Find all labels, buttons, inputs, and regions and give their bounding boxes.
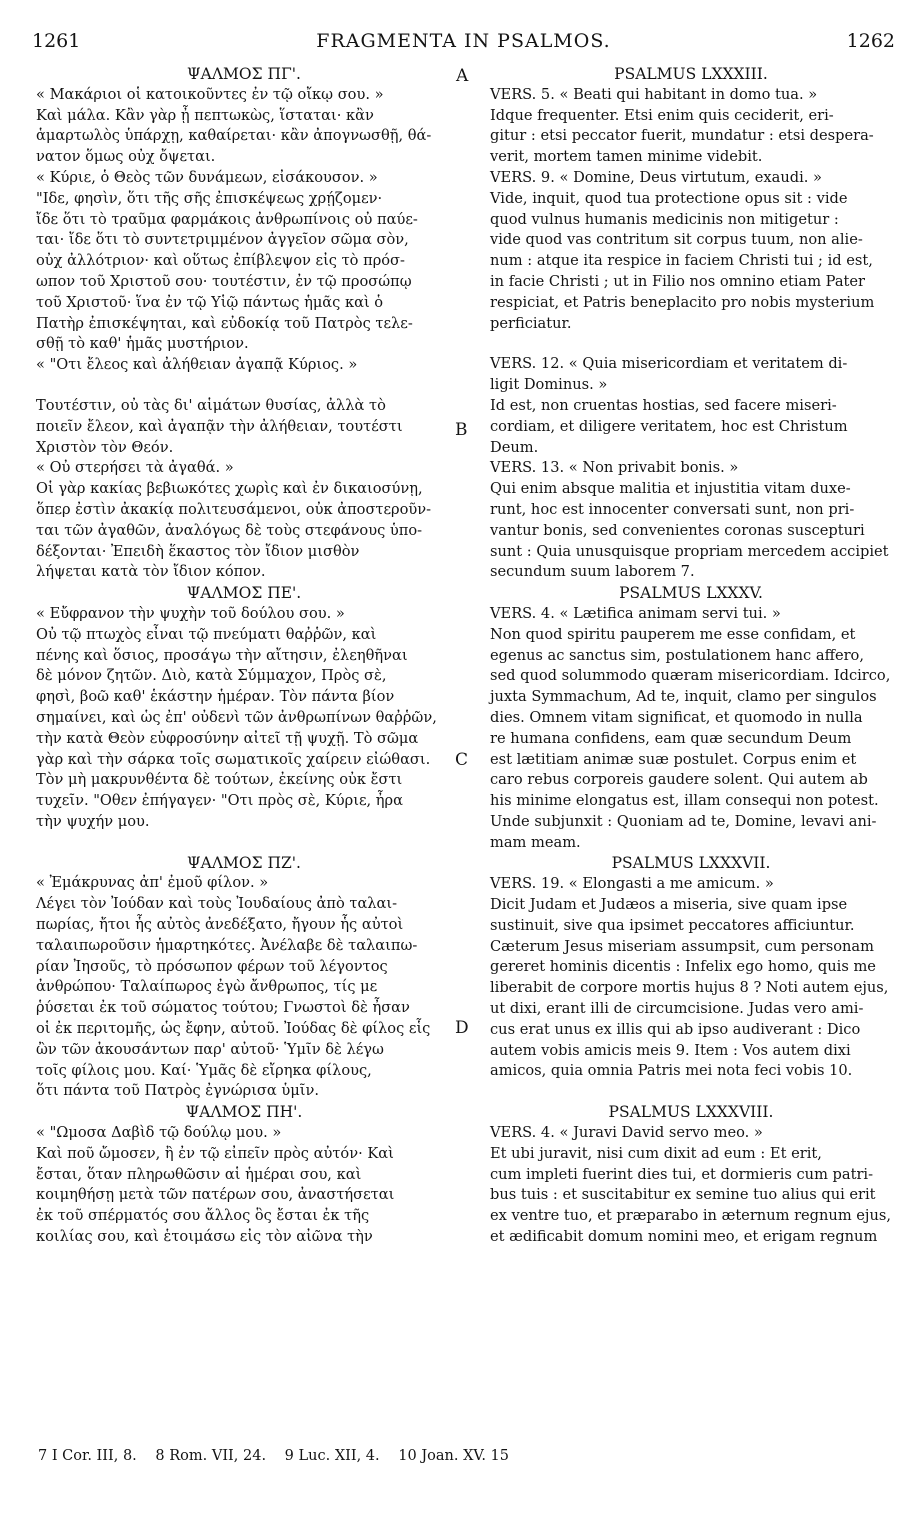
text-line: Et ubi juravit, nisi cum dixit ad eum : Et erit, bbox=[490, 1144, 822, 1162]
text-line: liberabit de corpore mortis hujus 8 ? Noti autem ejus, bbox=[490, 979, 889, 997]
text-line: « "Ωμοσα Δαβὶδ τῷ δούλῳ μου. » bbox=[36, 1124, 282, 1142]
text-line: σημαίνει, καὶ ὡς ἐπ' οὐδενὶ τῶν ἀνθρωπίνων θαῤῥῶν, bbox=[36, 708, 437, 726]
psalm-heading: ΨΑΛΜΟΣ ΠΖ'. bbox=[187, 853, 301, 872]
text-line: re humana confidens, eam quæ secundum Deum bbox=[490, 729, 852, 747]
text-line: ex ventre tuo, et præparabo in æternum regnum ejus, bbox=[490, 1207, 891, 1225]
text-line: secundum suum laborem 7. bbox=[490, 563, 695, 581]
text-line: ἐκ τοῦ σπέρματός σου ἄλλος ὃς ἔσται ἐκ τῆς bbox=[36, 1207, 370, 1225]
text-line: VERS. 19. « Elongasti a me amicum. » bbox=[490, 875, 774, 893]
page-number-right: 1262 bbox=[846, 30, 895, 52]
text-line: Οὐ τῷ πτωχὸς εἶναι τῷ πνεύματι θαῤῥῶν, καὶ bbox=[36, 625, 377, 643]
psalm-heading: ΨΑΛΜΟΣ ΠΕ'. bbox=[186, 584, 302, 603]
text-line: VERS. 12. « Quia misericordiam et veritatem di- bbox=[490, 355, 848, 373]
text-line: amicos, quia omnia Patris mei nota feci vobis 10. bbox=[490, 1062, 853, 1080]
spacer bbox=[490, 1082, 892, 1102]
text-line: VERS. 4. « Lætifica animam servi tui. » bbox=[490, 604, 781, 622]
text-line: juxta Symmachum, Ad te, inquit, clamo per singulos bbox=[490, 688, 877, 706]
text-line: νατον ὅμως οὐχ ὄψεται. bbox=[36, 148, 216, 166]
text-line: dies. Omnem vitam significat, et quomodo in nulla bbox=[490, 708, 863, 726]
spacer bbox=[36, 376, 452, 396]
text-line: VERS. 5. « Beati qui habitant in domo tua. » bbox=[490, 85, 818, 103]
margin-letter-b: B bbox=[455, 420, 468, 440]
text-line: τυχεῖν. "Οθεν ἐπήγαγεν· "Οτι πρὸς σὲ, Κύριε, ἦρα bbox=[36, 792, 403, 810]
text-line: "Ιδε, φησὶν, ὅτι τῆς σῆς ἐπισκέψεως χρῄζομεν· bbox=[36, 189, 383, 207]
text-line: perficiatur. bbox=[490, 314, 572, 332]
text-line: πένης καὶ ὅσιος, προσάγω τὴν αἴτησιν, ἐλεηθῆναι bbox=[36, 646, 408, 664]
text-line: ωπον τοῦ Χριστοῦ σου· τουτέστιν, ἐν τῷ προσώπῳ bbox=[36, 272, 412, 290]
margin-letter-d: D bbox=[455, 1018, 469, 1038]
text-line: οὐχ ἀλλότριον· καὶ οὕτως ἐπίβλεψον εἰς τὸ πρόσ- bbox=[36, 252, 405, 270]
text-line: ρίαν Ἰησοῦς, τὸ πρόσωπον φέρων τοῦ λέγοντος bbox=[36, 957, 388, 975]
text-line: sunt : Quia unusquisque propriam mercedem accipiet bbox=[490, 542, 889, 560]
spacer bbox=[490, 334, 892, 354]
text-line: vide quod vas contritum sit corpus tuum, non alie- bbox=[490, 231, 863, 249]
text-line: gitur : etsi peccator fuerit, mundatur : etsi despera- bbox=[490, 127, 874, 145]
text-line: verit, mortem tamen minime videbit. bbox=[490, 148, 763, 166]
text-line: τοῖς φίλοις μου. Καί· Ὑμᾶς δὲ εἴρηκα φίλους, bbox=[36, 1061, 372, 1079]
text-line: his minime elongatus est, illam consequi non potest. bbox=[490, 792, 879, 810]
footnote: 7 I Cor. III, 8. bbox=[38, 1448, 137, 1464]
text-line: « Κύριε, ὁ Θεὸς τῶν δυνάμεων, εἰσάκουσον. » bbox=[36, 168, 378, 186]
text-line: et ædificabit domum nomini meo, et erigam regnum bbox=[490, 1228, 878, 1246]
margin-letter-c: C bbox=[455, 750, 469, 770]
text-line: ὅτι πάντα τοῦ Πατρὸς ἐγνώρισα ὑμῖν. bbox=[36, 1082, 319, 1100]
text-line: δὲ μόνον ζητῶν. Διὸ, κατὰ Σύμμαχον, Πρὸς σὲ, bbox=[36, 667, 387, 685]
text-line: bus tuis : et suscitabitur ex semine tuo alius qui erit bbox=[490, 1186, 876, 1204]
text-line: Idque frequenter. Etsi enim quis ceciderit, eri- bbox=[490, 106, 834, 124]
text-line: ῥύσεται ἐκ τοῦ σώματος τούτου; Γνωστοὶ δὲ ἦσαν bbox=[36, 999, 410, 1017]
text-line: ταλαιπωροῦσιν ἡμαρτηκότες. Ἀνέλαβε δὲ ταλαιπω- bbox=[36, 936, 418, 954]
text-line: vantur bonis, sed convenientes coronas suscepturi bbox=[490, 521, 865, 539]
text-line: VERS. 4. « Juravi David servo meo. » bbox=[490, 1124, 763, 1142]
footnote: 10 Joan. XV. 15 bbox=[398, 1448, 509, 1464]
psalm-heading: PSALMUS LXXXVIII. bbox=[608, 1103, 774, 1122]
text-line: πωρίας, ἤτοι ἧς αὐτὸς ἀνεδέξατο, ἤγουν ἧς αὐτοὶ bbox=[36, 916, 404, 934]
text-line: ἔσται, ὅταν πληρωθῶσιν αἱ ἡμέραι σου, καὶ bbox=[36, 1165, 362, 1183]
text-line: Deum. bbox=[490, 438, 539, 456]
text-line: Id est, non cruentas hostias, sed facere miseri- bbox=[490, 396, 837, 414]
text-line: Dicit Judam et Judæos a miseria, sive quam ipse bbox=[490, 896, 848, 914]
text-line: cordiam, et diligere veritatem, hoc est Christum bbox=[490, 417, 848, 435]
text-line: sustinuit, sive qua ipsimet peccatores afficiuntur. bbox=[490, 916, 855, 934]
text-line: Λέγει τὸν Ἰούδαν καὶ τοὺς Ἰουδαίους ἀπὸ ταλαι- bbox=[36, 895, 398, 913]
text-line: Unde subjunxit : Quoniam ad te, Domine, levavi ani- bbox=[490, 812, 877, 830]
psalm-heading: PSALMUS LXXXVII. bbox=[611, 854, 771, 873]
text-line: sed quod solummodo quæram misericordiam. Idcirco, bbox=[490, 667, 891, 685]
text-line: respiciat, et Patris beneplacito pro nobis mysterium bbox=[490, 293, 875, 311]
text-line: ligit Dominus. » bbox=[490, 376, 608, 394]
psalm-heading: ΨΑΛΜΟΣ ΠΗ'. bbox=[185, 1103, 303, 1122]
text-line: « Ἐμάκρυνας ἀπ' ἐμοῦ φίλον. » bbox=[36, 874, 269, 892]
text-line: Καὶ ποῦ ὤμοσεν, ἢ ἐν τῷ εἰπεῖν πρὸς αὐτόν· Καὶ bbox=[36, 1144, 394, 1162]
text-line: ται· ἴδε ὅτι τὸ συντετριμμένον ἀγγεῖον σῶμα σὸν, bbox=[36, 231, 409, 249]
text-line: ὅπερ ἐστὶν ἀκακίᾳ πολιτευσάμενοι, οὐκ ἀποστεροῦν- bbox=[36, 500, 432, 518]
text-line: Τουτέστιν, οὐ τὰς δι' αἱμάτων θυσίας, ἀλλὰ τὸ bbox=[36, 396, 386, 414]
text-line: runt, hoc est innocenter conversati sunt, non pri- bbox=[490, 500, 855, 518]
text-line: gereret hominis dicentis : Infelix ego homo, quis me bbox=[490, 958, 876, 976]
spacer bbox=[36, 833, 452, 853]
text-line: τοῦ Χριστοῦ· ἵνα ἐν τῷ Υἱῷ πάντως ἡμᾶς καὶ ὁ bbox=[36, 293, 384, 311]
psalm-heading: PSALMUS LXXXIII. bbox=[614, 65, 768, 83]
text-line: caro rebus corporeis gaudere solent. Qui autem ab bbox=[490, 771, 868, 789]
text-line: « Οὐ στερήσει τὰ ἀγαθά. » bbox=[36, 459, 234, 477]
text-line: τὴν ψυχήν μου. bbox=[36, 812, 150, 830]
text-line: ἴδε ὅτι τὸ τραῦμα φαρμάκοις ἀνθρωπίνοις οὐ παύε- bbox=[36, 210, 418, 228]
text-line: Non quod spiritu pauperem me esse confidam, et bbox=[490, 625, 856, 643]
text-line: κοιλίας σου, καὶ ἑτοιμάσω εἰς τὸν αἰῶνα τὴν bbox=[36, 1228, 373, 1246]
text-line: λήψεται κατὰ τὸν ἴδιον κόπον. bbox=[36, 563, 266, 581]
text-line: ἀνθρώπου· Ταλαίπωρος ἐγὼ ἄνθρωπος, τίς με bbox=[36, 978, 378, 996]
text-line: cum impleti fuerint dies tui, et dormieris cum patri- bbox=[490, 1165, 874, 1183]
text-line: Οἱ γὰρ κακίας βεβιωκότες χωρὶς καὶ ἐν δικαιοσύνῃ, bbox=[36, 480, 423, 498]
page-number-left: 1261 bbox=[32, 30, 81, 52]
text-line: mam meam. bbox=[490, 833, 581, 851]
text-line: οἱ ἐκ περιτομῆς, ὡς ἔφην, αὐτοῦ. Ἰούδας δὲ φίλος εἷς bbox=[36, 1020, 431, 1038]
margin-letter-a: A bbox=[456, 66, 469, 86]
footnote: 8 Rom. VII, 24. bbox=[155, 1448, 267, 1464]
footnotes bbox=[38, 1448, 888, 1464]
text-line: quod vulnus humanis medicinis non mitigetur : bbox=[490, 210, 839, 228]
text-line: Πατὴρ ἐπισκέψηται, καὶ εὐδοκίᾳ τοῦ Πατρὸς τελε- bbox=[36, 314, 413, 332]
psalm-heading: ΨΑΛΜΟΣ ΠΓ'. bbox=[187, 65, 301, 83]
psalm-heading: PSALMUS LXXXV. bbox=[619, 584, 763, 603]
text-line: VERS. 9. « Domine, Deus virtutum, exaudi. » bbox=[490, 168, 822, 186]
latin-column bbox=[490, 64, 892, 1248]
text-line: ται τῶν ἀγαθῶν, ἀναλόγως δὲ τοὺς στεφάνους ὑπο- bbox=[36, 521, 423, 539]
text-line: « Εὔφρανον τὴν ψυχὴν τοῦ δούλου σου. » bbox=[36, 604, 345, 622]
greek-column bbox=[36, 64, 452, 1248]
text-line: in facie Christi ; ut in Filio nos omnino etiam Pater bbox=[490, 272, 866, 290]
running-title: FRAGMENTA IN PSALMOS. bbox=[316, 30, 611, 52]
text-line: ἁμαρτωλὸς ὑπάρχῃ, καθαίρεται· κἂν ἀπογνωσθῇ, θά- bbox=[36, 127, 432, 145]
page-header bbox=[32, 30, 895, 60]
text-line: est lætitiam animæ suæ postulet. Corpus enim et bbox=[490, 750, 857, 768]
text-line: Cæterum Jesus miseriam assumpsit, cum personam bbox=[490, 937, 874, 955]
text-line: κοιμηθήσῃ μετὰ τῶν πατέρων σου, ἀναστήσεται bbox=[36, 1186, 395, 1204]
text-line: Χριστὸν τὸν Θεόν. bbox=[36, 438, 174, 456]
text-line: Τὸν μὴ μακρυνθέντα δὲ τούτων, ἐκείνης οὐκ ἔστι bbox=[36, 771, 403, 789]
text-line: egenus ac sanctus sim, postulationem hanc affero, bbox=[490, 646, 864, 664]
text-line: num : atque ita respice in faciem Christi tui ; id est, bbox=[490, 252, 873, 270]
text-line: ποιεῖν ἔλεον, καὶ ἀγαπᾷν τὴν ἀλήθειαν, τουτέστι bbox=[36, 417, 403, 435]
text-line: σθῇ τὸ καθ' ἡμᾶς μυστήριον. bbox=[36, 335, 249, 353]
text-line: cus erat unus ex illis qui ab ipso audiverant : Dico bbox=[490, 1020, 861, 1038]
text-line: τὴν κατὰ Θεὸν εὐφροσύνην αἰτεῖ τῇ ψυχῇ. Τὸ σῶμα bbox=[36, 729, 419, 747]
text-line: Καὶ μάλα. Κἂν γὰρ ᾖ πεπτωκὼς, ἵσταται· κἂν bbox=[36, 106, 374, 124]
text-line: « Μακάριοι οἱ κατοικοῦντες ἐν τῷ οἴκῳ σου. » bbox=[36, 85, 384, 103]
text-line: γὰρ καὶ τὴν σάρκα τοῖς σωματικοῖς χαίρειν εἰώθασι. bbox=[36, 750, 431, 768]
text-line: δέξονται· Ἐπειδὴ ἕκαστος τὸν ἴδιον μισθὸν bbox=[36, 542, 360, 560]
text-line: ὢν τῶν ἀκουσάντων παρ' αὐτοῦ· Ὑμῖν δὲ λέγω bbox=[36, 1040, 384, 1058]
text-line: φησὶ, βοῶ καθ' ἑκάστην ἡμέραν. Τὸν πάντα βίον bbox=[36, 688, 395, 706]
footnote: 9 Luc. XII, 4. bbox=[284, 1448, 380, 1464]
text-line: VERS. 13. « Non privabit bonis. » bbox=[490, 459, 739, 477]
text-line: Qui enim absque malitia et injustitia vitam duxe- bbox=[490, 480, 851, 498]
text-line: ut dixi, erant illi de circumcisione. Judas vero ami- bbox=[490, 1000, 864, 1018]
text-line: Vide, inquit, quod tua protectione opus sit : vide bbox=[490, 189, 848, 207]
text-line: « "Οτι ἔλεος καὶ ἀλήθειαν ἀγαπᾷ Κύριος. » bbox=[36, 356, 358, 374]
text-line: autem vobis amicis meis 9. Item : Vos autem dixi bbox=[490, 1041, 851, 1059]
